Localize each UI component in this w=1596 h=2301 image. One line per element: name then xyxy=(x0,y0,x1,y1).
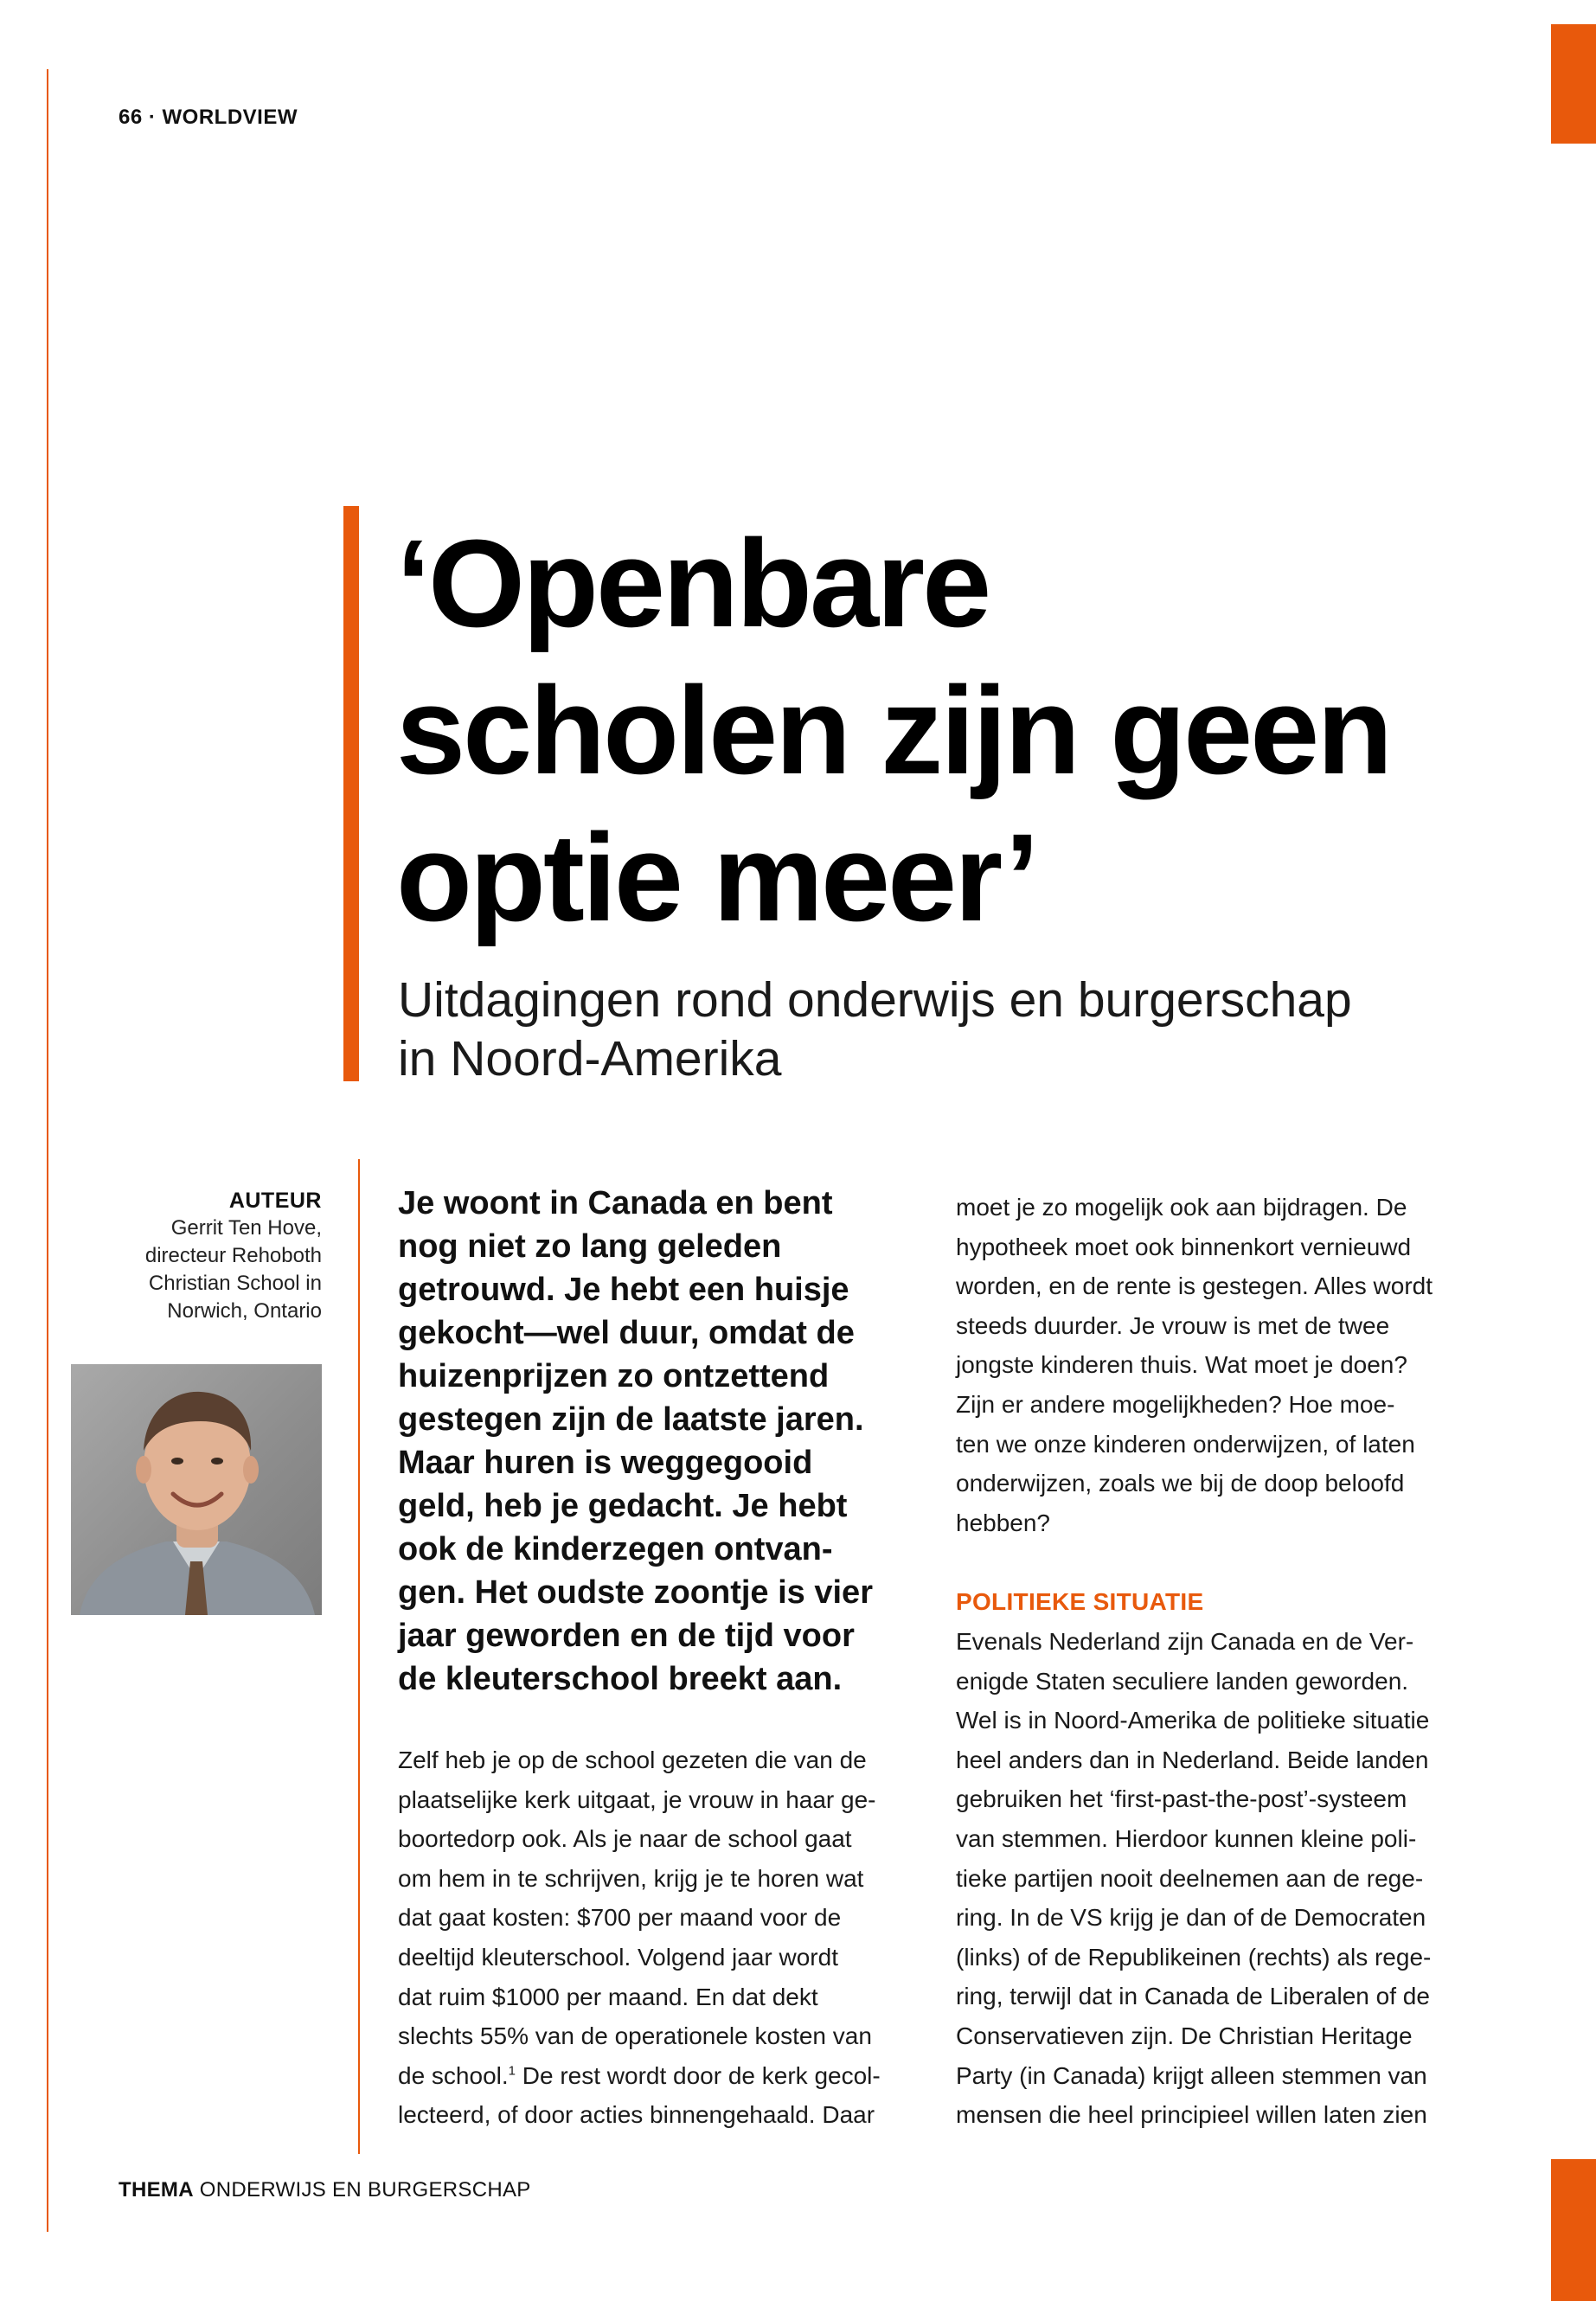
body-column-left xyxy=(398,1740,926,2135)
author-block xyxy=(87,1187,322,1325)
author-line: directeur Rehoboth xyxy=(144,1244,322,1267)
body-line: steeds duurder. Je vrouw is met de twee xyxy=(956,1311,1390,1339)
body-column-right-top xyxy=(956,1188,1479,1542)
body-fragment: De rest wordt door de kerk gecol- xyxy=(515,2061,881,2089)
body-line: onderwijzen, zoals we bij de doop beloofd xyxy=(956,1470,1405,1497)
body-line: van stemmen. Hierdoor kunnen kleine poli- xyxy=(956,1824,1417,1852)
intro-line: gen. Het oudste zoontje is vier xyxy=(398,1574,873,1611)
body-line: gebruiken het ‘first-past-the-post’-systeem xyxy=(956,1785,1407,1813)
intro-line: getrouwd. Je hebt een huisje xyxy=(398,1272,849,1308)
article-title xyxy=(396,510,1521,952)
intro-line: huizenprijzen zo ontzettend xyxy=(398,1358,830,1394)
running-head: 66 · WORLDVIEW xyxy=(119,106,298,129)
theme-label: THEMA xyxy=(119,2178,194,2202)
body-line: Conservatieven zijn. De Christian Heritage xyxy=(956,2022,1413,2049)
footnote-reference[interactable]: 1 xyxy=(508,2063,516,2079)
body-line: ten we onze kinderen onderwijzen, of laten xyxy=(956,1430,1415,1458)
author-portrait-icon xyxy=(71,1364,322,1615)
title-line: ‘Openbare xyxy=(396,514,990,653)
body-line: Zijn er andere mogelijkheden? Hoe moe- xyxy=(956,1390,1395,1418)
body-line: worden, en de rente is gestegen. Alles wordt xyxy=(956,1272,1433,1300)
body-column-right-bottom xyxy=(956,1622,1479,2135)
author-photo xyxy=(71,1364,322,1615)
intro-line: ook de kinderzegen ontvan- xyxy=(398,1531,833,1567)
body-line: plaatselijke kerk uitgaat, je vrouw in haar ge- xyxy=(398,1785,876,1813)
body-line: (links) of de Republikeinen (rechts) als rege- xyxy=(956,1943,1432,1971)
body-line: deeltijd kleuterschool. Volgend jaar wordt xyxy=(398,1943,838,1971)
article-subtitle xyxy=(398,971,1479,1088)
intro-line: de kleuterschool breekt aan. xyxy=(398,1661,843,1697)
subtitle-line: in Noord-Amerika xyxy=(398,1031,782,1086)
body-line: om hem in te schrijven, krijg je te horen wat xyxy=(398,1864,864,1892)
body-line: ring. In de VS krijg je dan of de Democraten xyxy=(956,1904,1426,1932)
intro-line: nog niet zo lang geleden xyxy=(398,1228,782,1265)
body-line: Party (in Canada) krijgt alleen stemmen van xyxy=(956,2061,1427,2089)
body-line: Zelf heb je op de school gezeten die van de xyxy=(398,1747,867,1773)
margin-rule xyxy=(47,69,48,2232)
intro-paragraph xyxy=(398,1182,926,1701)
body-line: jongste kinderen thuis. Wat moet je doen? xyxy=(956,1351,1407,1379)
body-line: dat gaat kosten: $700 per maand voor de xyxy=(398,1904,842,1932)
body-line: heel anders dan in Nederland. Beide landen xyxy=(956,1746,1429,1773)
theme-text: ONDERWIJS EN BURGERSCHAP xyxy=(199,2178,531,2202)
body-line: dat ruim $1000 per maand. En dat dekt xyxy=(398,1983,818,2010)
intro-line: jaar geworden en de tijd voor xyxy=(398,1618,855,1654)
body-line: mensen die heel principieel willen laten zien xyxy=(956,2101,1427,2129)
title-accent-bar xyxy=(343,506,359,1081)
section-heading: POLITIEKE SITUATIE xyxy=(956,1588,1204,1615)
intro-line: geld, heb je gedacht. Je hebt xyxy=(398,1488,848,1524)
body-line: boortedorp ook. Als je naar de school gaat xyxy=(398,1825,852,1853)
intro-line: gekocht—wel duur, omdat de xyxy=(398,1315,855,1351)
body-line-with-footnote xyxy=(398,2056,926,2096)
body-line: moet je zo mogelijk ook aan bijdragen. De xyxy=(956,1194,1407,1221)
column-divider xyxy=(358,1159,360,2154)
body-fragment: de school. xyxy=(398,2061,509,2089)
subtitle-line: Uitdagingen rond onderwijs en burgerschap xyxy=(398,972,1352,1028)
body-line: hypotheek moet ook binnenkort vernieuwd xyxy=(956,1233,1412,1260)
body-line: hebben? xyxy=(956,1509,1051,1536)
intro-line: Je woont in Canada en bent xyxy=(398,1185,833,1221)
author-line: Christian School in xyxy=(148,1272,322,1295)
body-line: ring, terwijl dat in Canada de Liberalen of de xyxy=(956,1983,1430,2010)
title-line: scholen zijn geen xyxy=(396,661,1391,800)
orange-page-tab-top xyxy=(1551,24,1596,144)
body-line: tieke partijen nooit deelnemen aan de rege- xyxy=(956,1864,1424,1892)
body-line: Wel is in Noord-Amerika de politieke situatie xyxy=(956,1707,1430,1734)
author-line: Gerrit Ten Hove, xyxy=(170,1216,322,1240)
body-line: slechts 55% van de operationele kosten van xyxy=(398,2022,872,2050)
author-line: Norwich, Ontario xyxy=(167,1299,322,1323)
body-line: lecteerd, of door acties binnengehaald. Daar xyxy=(398,2101,875,2129)
intro-line: gestegen zijn de laatste jaren. xyxy=(398,1401,864,1438)
orange-page-tab-bottom xyxy=(1551,2159,1596,2301)
body-line: Evenals Nederland zijn Canada en de Ver- xyxy=(956,1628,1414,1655)
body-line: enigde Staten seculiere landen geworden. xyxy=(956,1667,1409,1695)
title-line: optie meer’ xyxy=(396,808,1037,947)
intro-line: Maar huren is weggegooid xyxy=(398,1445,813,1481)
author-label: AUTEUR xyxy=(228,1189,322,1213)
running-foot xyxy=(119,2178,531,2202)
